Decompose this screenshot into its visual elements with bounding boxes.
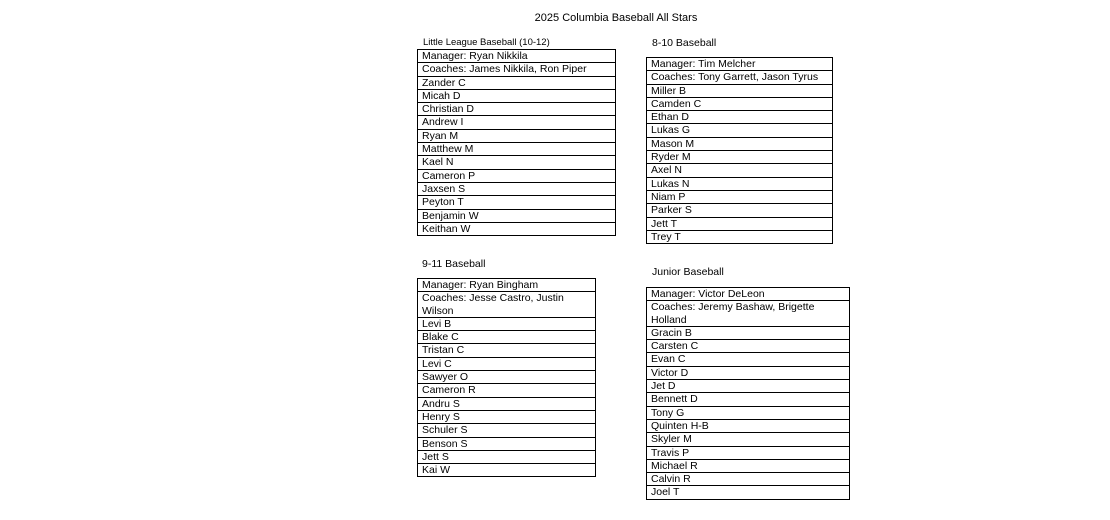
team-title-9-11: 9-11 Baseball bbox=[422, 258, 486, 270]
roster-row: Carsten C bbox=[647, 339, 849, 352]
roster-9-11 bbox=[417, 278, 596, 477]
roster-row: Jett S bbox=[418, 450, 595, 463]
roster-row: Ryan M bbox=[418, 129, 615, 142]
team-title-junior: Junior Baseball bbox=[652, 266, 724, 278]
roster-row: Peyton T bbox=[418, 195, 615, 208]
roster-row: Andrew I bbox=[418, 115, 615, 128]
roster-row: Manager: Ryan Bingham bbox=[422, 279, 539, 291]
roster-row: Zander C bbox=[418, 76, 615, 89]
roster-junior bbox=[646, 287, 850, 500]
roster-row: Micah D bbox=[418, 89, 615, 102]
roster-row: Lukas N bbox=[647, 177, 832, 190]
roster-row: Manager: Tim Melcher bbox=[651, 58, 756, 70]
roster-row: Henry S bbox=[418, 410, 595, 423]
roster-row: Schuler S bbox=[418, 423, 595, 436]
roster-row: Quinten H-B bbox=[647, 419, 849, 432]
roster-row: Tristan C bbox=[418, 343, 595, 356]
roster-row: Coaches: James Nikkila, Ron Piper bbox=[418, 62, 615, 75]
roster-row: Niam P bbox=[647, 190, 832, 203]
roster-row: Coaches: Tony Garrett, Jason Tyrus bbox=[647, 70, 832, 83]
roster-row: Axel N bbox=[647, 163, 832, 176]
roster-row: Joel T bbox=[647, 485, 849, 498]
roster-row: Tony G bbox=[647, 406, 849, 419]
roster-row: Blake C bbox=[418, 330, 595, 343]
roster-row: Cameron R bbox=[418, 383, 595, 396]
roster-row: Skyler M bbox=[647, 432, 849, 445]
roster-8-10 bbox=[646, 57, 833, 244]
roster-row: Lukas G bbox=[647, 123, 832, 136]
roster-row: Kai W bbox=[418, 463, 595, 476]
roster-row: Bennett D bbox=[647, 392, 849, 405]
team-title-little-league: Little League Baseball (10-12) bbox=[423, 37, 550, 48]
roster-row: Levi B bbox=[418, 317, 595, 330]
roster-row: Manager: Victor DeLeon bbox=[651, 288, 765, 300]
roster-row: Calvin R bbox=[647, 472, 849, 485]
roster-row: Coaches: Jesse Castro, Justin Wilson bbox=[418, 291, 595, 317]
roster-row: Sawyer O bbox=[418, 370, 595, 383]
roster-row: Cameron P bbox=[418, 169, 615, 182]
roster-row: Levi C bbox=[418, 357, 595, 370]
roster-row: Andru S bbox=[418, 397, 595, 410]
roster-row: Travis P bbox=[647, 446, 849, 459]
roster-row: Evan C bbox=[647, 352, 849, 365]
roster-row: Trey T bbox=[647, 230, 832, 243]
roster-row: Manager: Ryan Nikkila bbox=[422, 50, 528, 62]
roster-row: Ethan D bbox=[647, 110, 832, 123]
roster-row: Keithan W bbox=[418, 222, 615, 235]
roster-row: Parker S bbox=[647, 203, 832, 216]
team-title-8-10: 8-10 Baseball bbox=[652, 37, 717, 49]
roster-row: Michael R bbox=[647, 459, 849, 472]
roster-row: Victor D bbox=[647, 366, 849, 379]
roster-row: Coaches: Jeremy Bashaw, Brigette Holland bbox=[647, 300, 849, 326]
roster-row: Jet D bbox=[647, 379, 849, 392]
roster-row: Benjamin W bbox=[418, 209, 615, 222]
roster-row: Jett T bbox=[647, 217, 832, 230]
roster-row: Miller B bbox=[647, 84, 832, 97]
roster-row: Kael N bbox=[418, 155, 615, 168]
roster-row: Christian D bbox=[418, 102, 615, 115]
roster-row: Camden C bbox=[647, 97, 832, 110]
page-title: 2025 Columbia Baseball All Stars bbox=[534, 12, 698, 24]
roster-row: Jaxsen S bbox=[418, 182, 615, 195]
roster-row: Mason M bbox=[647, 137, 832, 150]
roster-row: Matthew M bbox=[418, 142, 615, 155]
roster-row: Ryder M bbox=[647, 150, 832, 163]
roster-row: Benson S bbox=[418, 437, 595, 450]
roster-little-league bbox=[417, 49, 616, 236]
roster-row: Gracin B bbox=[647, 326, 849, 339]
